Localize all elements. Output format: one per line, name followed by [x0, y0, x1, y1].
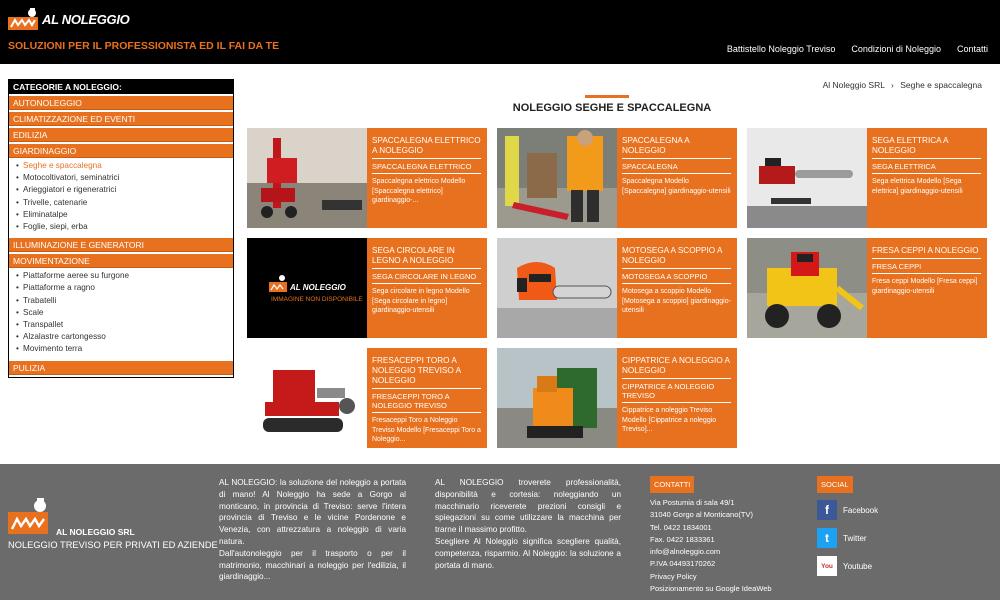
product-image[interactable] [497, 128, 617, 228]
product-title[interactable]: FRESA CEPPI A NOLEGGIO [872, 246, 981, 259]
subcategory-scale[interactable]: • Scale [23, 307, 233, 319]
main-content [0, 64, 1000, 464]
toro-stump-grinder-image [255, 356, 361, 440]
product-description: Spaccalegna elettrico Modello [Spaccalegna elettrico] giardinaggio-... [372, 178, 466, 204]
category-climatizzazione[interactable]: CLIMATIZZAZIONE ED EVENTI [9, 112, 233, 126]
movimentazione-subcategories [9, 268, 233, 358]
footer-values-text: AL NOLEGGIO troverete professionalità, disponibilità e cortesia: noleggiando un macchinario riceverete prezioni consigli e spiegazioni su come utilizzare la macchina per trarne il massimo profitto. [435, 478, 621, 535]
product-image[interactable] [747, 128, 867, 228]
footer-contacts [650, 497, 772, 595]
footer-about-column [219, 477, 406, 583]
breadcrumb-current: Seghe e spaccalegna [900, 80, 982, 90]
subcategory-piattaforme-ragno[interactable]: • Piattaforme a ragno [23, 282, 233, 294]
footer-about-text: AL NOLEGGIO: la soluzione del noleggio a portata di mano! Al Noleggio ha sede a Gorgo al monticano, in provincia di Treviso: serve l'intera provincia di Treviso e le vicine Pordenone e Venezia, con attrezzatura a noleggio di varia natura. [219, 478, 406, 546]
logo-text: AL NOLEGGIO [42, 11, 130, 27]
social-facebook[interactable] [817, 500, 878, 520]
product-subtitle: FRESACEPPI TORO A NOLEGGIO TREVISO [372, 392, 481, 413]
ideaweb-link[interactable]: Posizionamento su Google IdeaWeb [650, 584, 772, 594]
social-badge: SOCIAL [817, 476, 853, 493]
title-accent-bar [585, 95, 629, 98]
product-subtitle: MOTOSEGA A SCOPPIO [622, 272, 731, 284]
subcategory-piattaforme-furgone[interactable]: • Piattaforme aeree su furgone [23, 270, 233, 282]
product-subtitle: SPACCALEGNA [622, 162, 731, 174]
product-description: Sega elettrica Modello [Sega elettrica] giardinaggio-utensili [872, 178, 963, 195]
social-youtube[interactable] [817, 556, 872, 576]
product-description: Spaccalegna Modello [Spaccalegna] giardinaggio-utensili [622, 178, 731, 195]
social-label-youtube[interactable]: Youtube [843, 561, 873, 571]
log-splitter-image [497, 128, 617, 228]
footer-values-column [435, 477, 621, 571]
subcategory-motocoltivatori[interactable]: • Motocoltivatori, seminatrici [23, 172, 233, 184]
footer-values-text-2: Scegliere Al Noleggio significa scegliere qualità, competenza, risparmio. Al Noleggio: la soluzione a portata di mano. [435, 536, 621, 570]
product-image[interactable] [247, 128, 367, 228]
subcategory-arieggiatori[interactable]: • Arieggiatori e rigeneratrici [23, 184, 233, 196]
product-title[interactable]: MOTOSEGA A SCOPPIO A NOLEGGIO [622, 246, 731, 269]
product-card-fresaceppi-toro[interactable] [247, 348, 487, 448]
product-image[interactable] [497, 348, 617, 448]
sidebar-heading: CATEGORIE A NOLEGGIO: [9, 80, 233, 94]
product-card-fresa-ceppi[interactable] [747, 238, 987, 338]
facebook-icon[interactable]: f [817, 500, 837, 520]
category-movimentazione[interactable]: MOVIMENTAZIONE [9, 254, 233, 268]
product-description: Fresaceppi Toro a Noleggio Treviso Modello [Fresaceppi Toro a Noleggio... [372, 417, 481, 443]
product-card-spaccalegna-elettrico[interactable] [247, 128, 487, 228]
product-title[interactable]: SPACCALEGNA ELETTRICO A NOLEGGIO [372, 136, 481, 159]
logo-mark-icon [8, 8, 38, 30]
not-available-logo: AL NOLEGGIO [290, 283, 346, 292]
wood-chipper-image [497, 348, 617, 448]
product-subtitle: SEGA CIRCOLARE IN LEGNO [372, 272, 481, 284]
social-label-facebook[interactable]: Facebook [843, 505, 879, 515]
product-card-sega-circolare[interactable] [247, 238, 487, 338]
page-title: NOLEGGIO SEGHE E SPACCALEGNA [512, 102, 712, 114]
electric-saw-image [747, 128, 867, 228]
product-image[interactable] [247, 238, 367, 338]
product-image[interactable] [247, 348, 367, 448]
product-subtitle: CIPPATRICE A NOLEGGIO TREVISO [622, 382, 731, 403]
category-edilizia[interactable]: EDILIZIA [9, 128, 233, 142]
not-available-caption: IMMAGINE NON DISPONIBILE [271, 296, 363, 303]
contact-address: Via Postumia di sala 49/1 [650, 498, 735, 507]
site-logo[interactable] [8, 8, 129, 30]
product-subtitle: SEGA ELETTRICA [872, 162, 981, 174]
social-label-twitter[interactable]: Twitter [843, 533, 867, 543]
nav-link-battistello[interactable]: Battistello Noleggio Treviso [726, 44, 836, 54]
footer-logo-icon [8, 498, 48, 534]
product-image[interactable] [497, 238, 617, 338]
contacts-badge: CONTATTI [650, 476, 694, 493]
contact-vat: P.IVA 04493170262 [650, 559, 716, 569]
category-illuminazione[interactable]: ILLUMINAZIONE E GENERATORI [9, 238, 233, 252]
site-tagline: SOLUZIONI PER IL PROFESSIONISTA ED IL FAI DA TE [8, 40, 280, 52]
subcategory-trivelle[interactable]: • Trivelle, catenarie [23, 197, 233, 209]
contact-city: 31040 Gorgo al Monticano(TV) [650, 510, 753, 520]
nav-link-contatti[interactable]: Contatti [956, 44, 988, 54]
product-subtitle: FRESA CEPPI [872, 262, 981, 274]
product-card-cippatrice[interactable] [497, 348, 737, 448]
giardinaggio-subcategories [9, 158, 233, 236]
site-header [0, 0, 1000, 64]
subcategory-alzalastre[interactable]: • Alzalastre cartongesso [23, 331, 233, 343]
footer-company-name: AL NOLEGGIO SRL [56, 527, 135, 537]
product-description: Sega circolare in legno Modello [Sega circolare in legno] giardinaggio-utensili [372, 288, 470, 314]
contact-email[interactable]: info@alnoleggio.com [650, 547, 721, 557]
stump-grinder-image [747, 238, 867, 338]
category-sidebar [8, 79, 234, 378]
category-pulizia[interactable]: PULIZIA [9, 361, 233, 375]
contact-fax: Fax. 0422 1833361 [650, 534, 715, 544]
product-title[interactable]: CIPPATRICE A NOLEGGIO A NOLEGGIO [622, 356, 731, 379]
category-giardinaggio[interactable]: GIARDINAGGIO [9, 144, 233, 158]
breadcrumb-home[interactable]: Al Noleggio SRL [822, 80, 885, 90]
product-image[interactable] [747, 238, 867, 338]
subcategory-foglie[interactable]: • Foglie, siepi, erba [23, 221, 233, 233]
product-description: Fresa ceppi Modello [Fresa ceppi] giardinaggio-utensili [872, 278, 978, 295]
social-twitter[interactable] [817, 528, 867, 548]
subcategory-seghe[interactable]: • Seghe e spaccalegna [23, 160, 233, 172]
product-title[interactable]: SEGA CIRCOLARE IN LEGNO A NOLEGGIO [372, 246, 481, 269]
product-card-sega-elettrica[interactable] [747, 128, 987, 228]
product-title[interactable]: SEGA ELETTRICA A NOLEGGIO [872, 136, 981, 159]
product-description: Motosega a scoppio Modello [Motosega a scoppio] giardinaggio-utensili [622, 288, 731, 314]
privacy-policy-link[interactable]: Privacy Policy [650, 571, 697, 581]
category-autonoleggio[interactable]: AUTONOLEGGIO [9, 96, 233, 110]
subcategory-transpallet[interactable]: • Transpallet [23, 319, 233, 331]
footer-about-text-2: Dall'autonoleggio per il trasporto o per il matrimonio, macchinari a noleggio per l'edilizia, il giardinaggio... [219, 548, 406, 582]
twitter-icon[interactable]: t [817, 528, 837, 548]
log-splitter-electric-image [247, 128, 367, 228]
footer-company-subtitle: NOLEGGIO TREVISO PER PRIVATI ED AZIENDE [8, 540, 218, 550]
subcategory-eliminatalpe[interactable]: • Eliminatalpe [23, 209, 233, 221]
breadcrumb [823, 80, 982, 90]
product-card-spaccalegna[interactable] [497, 128, 737, 228]
youtube-icon[interactable]: You [817, 556, 837, 576]
product-title[interactable]: FRESACEPPI TORO A NOLEGGIO TREVISO A NOLEGGIO [372, 356, 481, 389]
top-navigation [727, 44, 988, 54]
product-title[interactable]: SPACCALEGNA A NOLEGGIO [622, 136, 731, 159]
subcategory-movimento-terra[interactable]: • Movimento terra [23, 343, 233, 355]
subcategory-trabatelli[interactable]: • Trabatelli [23, 295, 233, 307]
contact-phone[interactable]: Tel. 0422 1834001 [650, 522, 712, 532]
product-card-motosega[interactable] [497, 238, 737, 338]
breadcrumb-separator: › [891, 80, 894, 90]
site-footer [0, 464, 1000, 600]
chainsaw-image [497, 238, 617, 338]
product-subtitle: SPACCALEGNA ELETTRICO [372, 162, 481, 174]
product-description: Cippatrice a noleggio Treviso Modello [Cippatrice a noleggio Treviso]... [622, 407, 717, 433]
nav-link-condizioni[interactable]: Condizioni di Noleggio [851, 44, 941, 54]
